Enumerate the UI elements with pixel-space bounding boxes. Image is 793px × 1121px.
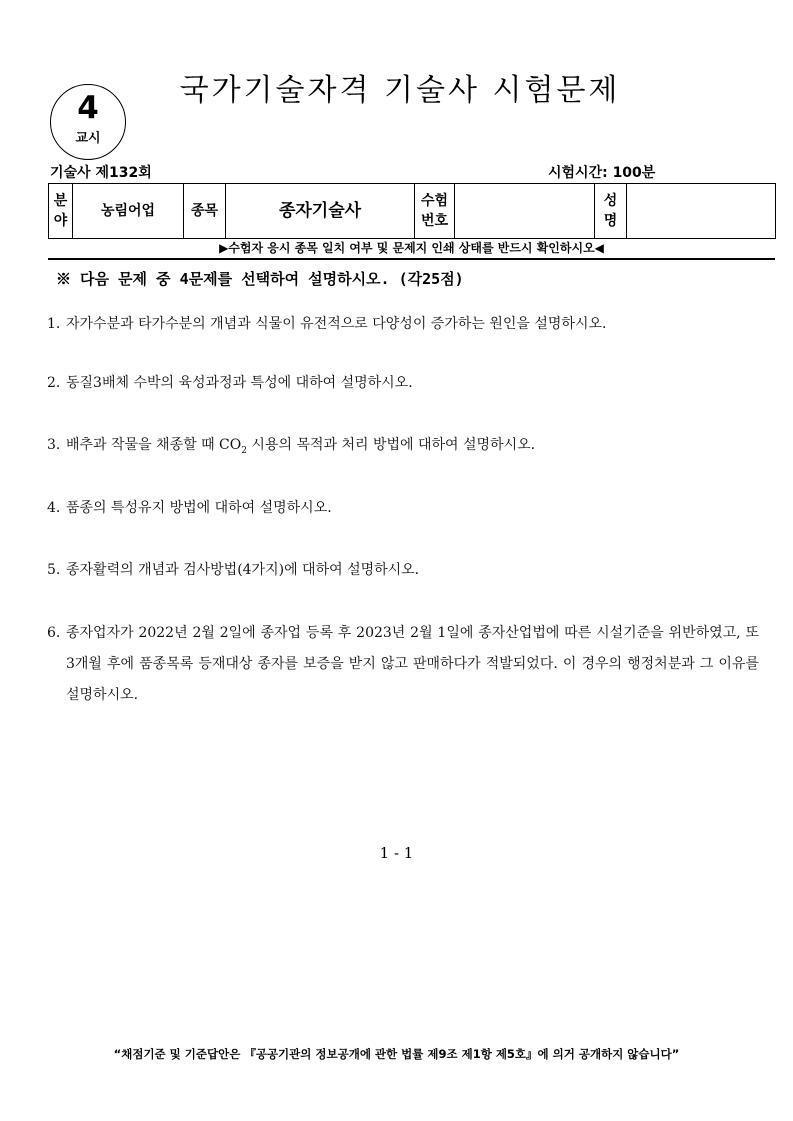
question-text: 동질3배체 수박의 육성과정과 특성에 대하여 설명하시오. xyxy=(66,375,413,391)
instruction: ※ 다음 문제 중 4문제를 선택하여 설명하시오. (각25점) xyxy=(56,270,464,288)
session-label: 교시 xyxy=(75,131,101,146)
category-value: 종자기술사 xyxy=(226,184,415,239)
question-2 xyxy=(47,368,759,399)
question-text: 종자업자가 2022년 2월 2일에 종자업 등록 후 2023년 2월 1일에 종자산업법에 따른 시설기준을 위반하였고, 또 3개월 후에 품종목록 등재대상 종자를 보증을 받지 않고 판매하다가 적발되었다. 이 경우의 행정처분과 그 이유를 설명하시오. xyxy=(66,625,759,703)
question-number: 1. xyxy=(47,316,61,332)
question-number: 2. xyxy=(47,375,61,391)
exam-number-field[interactable] xyxy=(455,184,595,239)
field-value: 농림어업 xyxy=(73,184,184,239)
divider xyxy=(48,258,775,260)
question-text: 품종의 특성유지 방법에 대하여 설명하시오. xyxy=(66,500,332,516)
question-6 xyxy=(47,618,759,711)
footer-notice: “채점기준 및 기준답안은 『공공기관의 정보공개에 관한 법률 제9조 제1항 제5호』에 의거 공개하지 않습니다” xyxy=(113,1047,680,1061)
exam-name: 기술사 제132회 xyxy=(50,165,152,181)
exam-info-table xyxy=(48,183,776,239)
page-title: 국가기술자격 기술사 시험문제 xyxy=(179,73,621,108)
question-number: 5. xyxy=(47,562,61,578)
question-4 xyxy=(47,493,759,524)
field-label: 분 야 xyxy=(49,184,73,239)
page-number: 1 - 1 xyxy=(379,844,414,862)
question-3 xyxy=(47,430,759,467)
question-text: 자가수분과 타가수분의 개념과 식물이 유전적으로 다양성이 증가하는 원인을 설명하시오. xyxy=(66,316,607,332)
question-number: 6. xyxy=(47,625,61,641)
question-text: 종자활력의 개념과 검사방법(4가지)에 대하여 설명하시오. xyxy=(66,562,420,578)
question-number: 4. xyxy=(47,500,61,516)
exam-number-label: 수험 번호 xyxy=(415,184,455,239)
notice: ▶수험자 응시 종목 일치 여부 및 문제지 인쇄 상태를 반드시 확인하시오◀ xyxy=(219,241,604,255)
question-number: 3. xyxy=(47,437,61,453)
session-badge xyxy=(50,84,126,160)
name-field[interactable] xyxy=(627,184,776,239)
question-text: 배추과 작물을 채종할 때 $CO_2$ 시용의 목적과 처리 방법에 대하여 설명하시오. xyxy=(66,437,536,456)
category-label: 종목 xyxy=(184,184,226,239)
question-5 xyxy=(47,555,759,586)
name-label: 성 명 xyxy=(595,184,627,239)
exam-time: 시험시간: 100분 xyxy=(548,165,656,181)
question-1 xyxy=(47,309,759,340)
session-number: 4 xyxy=(77,90,99,126)
